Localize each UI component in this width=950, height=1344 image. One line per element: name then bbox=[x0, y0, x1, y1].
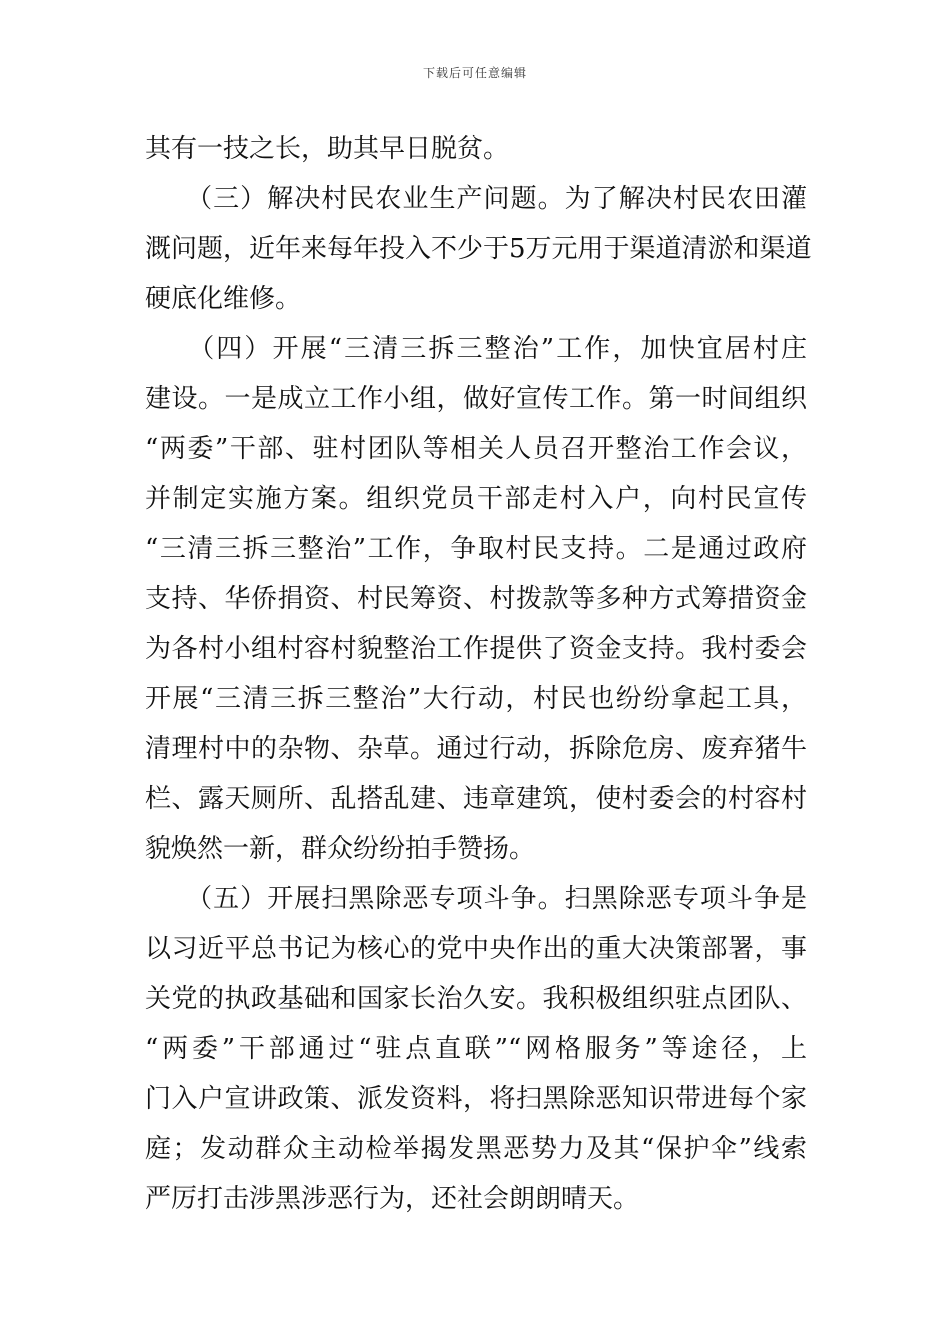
document-body bbox=[145, 124, 812, 1224]
text-line: （五）开展扫黑除恶专项斗争。扫黑除恶专项斗争是 bbox=[145, 884, 807, 914]
text-line: 貌焕然一新，群众纷纷拍手赞扬。 bbox=[145, 834, 536, 864]
text-line: 溉问题，近年来每年投入不少于5万元用于渠道清淤和渠道 bbox=[145, 234, 812, 264]
text-line: 硬底化维修。 bbox=[145, 284, 302, 314]
text-line: （三）解决村民农业生产问题。为了解决村民农田灌 bbox=[145, 184, 807, 214]
text-line: 严厉打击涉黑涉恶行为，还社会朗朗晴天。 bbox=[145, 1184, 640, 1214]
text-line: 清理村中的杂物、杂草。通过行动，拆除危房、废弃猪牛 bbox=[145, 734, 807, 764]
text-line: “两委”干部通过“驻点直联”“网格服务”等途径，上 bbox=[145, 1034, 807, 1064]
text-line: 庭；发动群众主动检举揭发黑恶势力及其“保护伞”线索 bbox=[145, 1134, 807, 1164]
text-line: 为各村小组村容村貌整治工作提供了资金支持。我村委会 bbox=[145, 634, 807, 664]
text-line: 以习近平总书记为核心的党中央作出的重大决策部署，事 bbox=[145, 934, 807, 964]
text-line: 支持、华侨捐资、村民筹资、村拨款等多种方式筹措资金 bbox=[145, 584, 807, 614]
text-line: “三清三拆三整治”工作，争取村民支持。二是通过政府 bbox=[145, 534, 807, 564]
text-line: 并制定实施方案。组织党员干部走村入户，向村民宣传 bbox=[145, 484, 807, 514]
text-line: 门入户宣讲政策、派发资料，将扫黑除恶知识带进每个家 bbox=[145, 1084, 807, 1114]
text-line: 关党的执政基础和国家长治久安。我积极组织驻点团队、 bbox=[145, 984, 807, 1014]
text-line: 建设。一是成立工作小组，做好宣传工作。第一时间组织 bbox=[145, 384, 807, 414]
text-line: “两委”干部、驻村团队等相关人员召开整治工作会议， bbox=[145, 434, 807, 464]
text-line: 其有一技之长，助其早日脱贫。 bbox=[145, 134, 510, 164]
text-line: 开展“三清三拆三整治”大行动，村民也纷纷拿起工具， bbox=[145, 684, 807, 714]
page-header: 下载后可任意编辑 bbox=[422, 66, 527, 80]
text-line: 栏、露天厕所、乱搭乱建、违章建筑，使村委会的村容村 bbox=[145, 784, 807, 814]
text-line: （四）开展“三清三拆三整治”工作，加快宜居村庄 bbox=[145, 334, 807, 364]
